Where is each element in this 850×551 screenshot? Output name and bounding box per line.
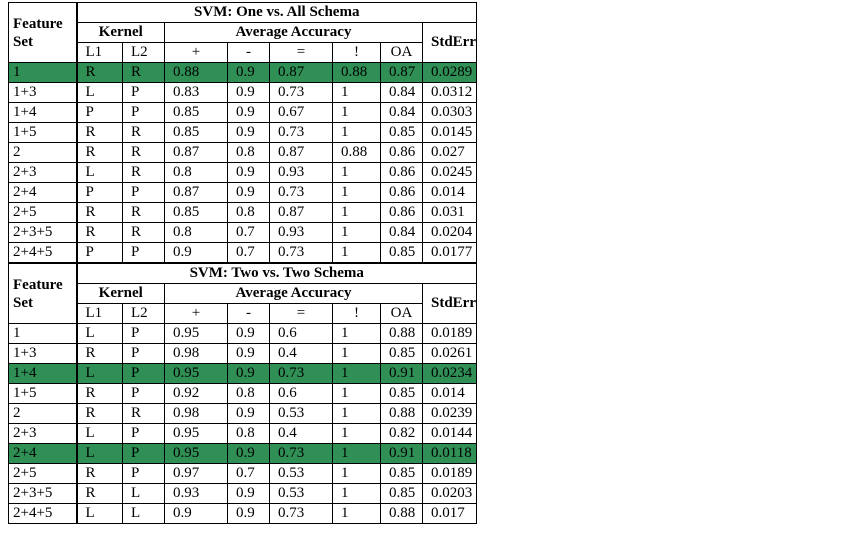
plus-accuracy-cell: 0.97 bbox=[165, 464, 228, 484]
accuracy-col-header: ! bbox=[333, 304, 381, 324]
table-row bbox=[9, 143, 477, 163]
minus-accuracy-cell: 0.9 bbox=[228, 444, 270, 464]
kernel-l1-cell: R bbox=[77, 63, 123, 83]
overall-accuracy-cell: 0.88 bbox=[381, 404, 423, 424]
plus-accuracy-cell: 0.83 bbox=[165, 83, 228, 103]
overall-accuracy-cell: 0.91 bbox=[381, 444, 423, 464]
kernel-l2-header: L2 bbox=[123, 43, 165, 63]
accuracy-col-header: = bbox=[270, 304, 333, 324]
bang-accuracy-cell: 1 bbox=[333, 504, 381, 524]
bang-accuracy-cell: 1 bbox=[333, 344, 381, 364]
bang-accuracy-cell: 0.88 bbox=[333, 143, 381, 163]
kernel-l1-cell: R bbox=[77, 203, 123, 223]
kernel-l1-cell: P bbox=[77, 183, 123, 203]
minus-accuracy-cell: 0.8 bbox=[228, 424, 270, 444]
plus-accuracy-cell: 0.87 bbox=[165, 183, 228, 203]
kernel-l2-cell: P bbox=[123, 364, 165, 384]
accuracy-col-header: = bbox=[270, 43, 333, 63]
plus-accuracy-cell: 0.88 bbox=[165, 63, 228, 83]
stderr-cell: 0.0239 bbox=[423, 404, 477, 424]
table-row bbox=[9, 63, 477, 83]
bang-accuracy-cell: 1 bbox=[333, 444, 381, 464]
equal-accuracy-cell: 0.87 bbox=[270, 63, 333, 83]
feature-set-cell: 1+3 bbox=[9, 83, 77, 103]
accuracy-col-header: - bbox=[228, 43, 270, 63]
equal-accuracy-cell: 0.73 bbox=[270, 83, 333, 103]
kernel-l2-cell: P bbox=[123, 424, 165, 444]
stderr-cell: 0.0261 bbox=[423, 344, 477, 364]
table-row bbox=[9, 163, 477, 183]
table-row bbox=[9, 364, 477, 384]
overall-accuracy-cell: 0.86 bbox=[381, 163, 423, 183]
overall-accuracy-cell: 0.85 bbox=[381, 344, 423, 364]
overall-accuracy-cell: 0.88 bbox=[381, 324, 423, 344]
kernel-l2-cell: R bbox=[123, 163, 165, 183]
equal-accuracy-cell: 0.67 bbox=[270, 103, 333, 123]
plus-accuracy-cell: 0.85 bbox=[165, 123, 228, 143]
bang-accuracy-cell: 1 bbox=[333, 103, 381, 123]
table-row bbox=[9, 243, 477, 264]
feature-set-cell: 2+4 bbox=[9, 444, 77, 464]
table-title-row bbox=[9, 263, 477, 284]
average-accuracy-header: Average Accuracy bbox=[165, 23, 423, 43]
feature-set-cell: 1 bbox=[9, 63, 77, 83]
stderr-cell: 0.0145 bbox=[423, 123, 477, 143]
overall-accuracy-cell: 0.85 bbox=[381, 123, 423, 143]
table-row bbox=[9, 123, 477, 143]
kernel-l2-cell: L bbox=[123, 504, 165, 524]
feature-set-cell: 1 bbox=[9, 324, 77, 344]
kernel-l1-cell: L bbox=[77, 364, 123, 384]
feature-set-header: Feature Set bbox=[9, 3, 77, 63]
overall-accuracy-cell: 0.85 bbox=[381, 243, 423, 264]
kernel-l2-header: L2 bbox=[123, 304, 165, 324]
kernel-l2-cell: R bbox=[123, 223, 165, 243]
equal-accuracy-cell: 0.93 bbox=[270, 163, 333, 183]
equal-accuracy-cell: 0.93 bbox=[270, 223, 333, 243]
equal-accuracy-cell: 0.53 bbox=[270, 484, 333, 504]
table-header-row bbox=[9, 284, 477, 304]
kernel-header: Kernel bbox=[77, 23, 165, 43]
minus-accuracy-cell: 0.9 bbox=[228, 163, 270, 183]
results-tables bbox=[8, 2, 477, 524]
plus-accuracy-cell: 0.9 bbox=[165, 243, 228, 264]
kernel-l1-header: L1 bbox=[77, 304, 123, 324]
stderr-cell: 0.0118 bbox=[423, 444, 477, 464]
plus-accuracy-cell: 0.92 bbox=[165, 384, 228, 404]
feature-set-cell: 2+4 bbox=[9, 183, 77, 203]
plus-accuracy-cell: 0.93 bbox=[165, 484, 228, 504]
accuracy-col-header: - bbox=[228, 304, 270, 324]
minus-accuracy-cell: 0.9 bbox=[228, 103, 270, 123]
kernel-l1-cell: R bbox=[77, 384, 123, 404]
plus-accuracy-cell: 0.87 bbox=[165, 143, 228, 163]
feature-set-cell: 2+3 bbox=[9, 163, 77, 183]
accuracy-col-header: ! bbox=[333, 43, 381, 63]
overall-accuracy-cell: 0.84 bbox=[381, 223, 423, 243]
plus-accuracy-cell: 0.98 bbox=[165, 344, 228, 364]
equal-accuracy-cell: 0.73 bbox=[270, 504, 333, 524]
equal-accuracy-cell: 0.73 bbox=[270, 444, 333, 464]
plus-accuracy-cell: 0.98 bbox=[165, 404, 228, 424]
feature-set-cell: 2+3 bbox=[9, 424, 77, 444]
equal-accuracy-cell: 0.53 bbox=[270, 464, 333, 484]
feature-set-header: Feature Set bbox=[9, 263, 77, 324]
kernel-l1-cell: P bbox=[77, 103, 123, 123]
schema-title: SVM: One vs. All Schema bbox=[77, 3, 477, 23]
minus-accuracy-cell: 0.7 bbox=[228, 464, 270, 484]
overall-accuracy-cell: 0.86 bbox=[381, 183, 423, 203]
kernel-l2-cell: P bbox=[123, 324, 165, 344]
bang-accuracy-cell: 1 bbox=[333, 243, 381, 264]
feature-set-cell: 1+4 bbox=[9, 364, 77, 384]
table-row bbox=[9, 484, 477, 504]
minus-accuracy-cell: 0.9 bbox=[228, 83, 270, 103]
accuracy-col-header: + bbox=[165, 304, 228, 324]
plus-accuracy-cell: 0.8 bbox=[165, 223, 228, 243]
bang-accuracy-cell: 1 bbox=[333, 484, 381, 504]
overall-accuracy-cell: 0.84 bbox=[381, 83, 423, 103]
equal-accuracy-cell: 0.73 bbox=[270, 364, 333, 384]
feature-set-cell: 2+4+5 bbox=[9, 243, 77, 264]
table-header-row bbox=[9, 23, 477, 43]
overall-accuracy-cell: 0.91 bbox=[381, 364, 423, 384]
stderr-cell: 0.0177 bbox=[423, 243, 477, 264]
bang-accuracy-cell: 1 bbox=[333, 424, 381, 444]
feature-set-cell: 2 bbox=[9, 404, 77, 424]
average-accuracy-header: Average Accuracy bbox=[165, 284, 423, 304]
stderr-cell: 0.0189 bbox=[423, 324, 477, 344]
bang-accuracy-cell: 1 bbox=[333, 404, 381, 424]
stderr-cell: 0.0303 bbox=[423, 103, 477, 123]
kernel-l2-cell: R bbox=[123, 203, 165, 223]
stderr-cell: 0.0245 bbox=[423, 163, 477, 183]
kernel-l2-cell: P bbox=[123, 464, 165, 484]
overall-accuracy-cell: 0.87 bbox=[381, 63, 423, 83]
overall-accuracy-cell: 0.82 bbox=[381, 424, 423, 444]
stderr-cell: 0.0144 bbox=[423, 424, 477, 444]
equal-accuracy-cell: 0.87 bbox=[270, 203, 333, 223]
schema-title: SVM: Two vs. Two Schema bbox=[77, 263, 477, 284]
kernel-l1-cell: L bbox=[77, 444, 123, 464]
stderr-cell: 0.014 bbox=[423, 384, 477, 404]
kernel-l2-cell: P bbox=[123, 83, 165, 103]
stderr-cell: 0.0189 bbox=[423, 464, 477, 484]
equal-accuracy-cell: 0.87 bbox=[270, 143, 333, 163]
feature-set-cell: 2+4+5 bbox=[9, 504, 77, 524]
equal-accuracy-cell: 0.4 bbox=[270, 344, 333, 364]
table-subheader-row bbox=[9, 43, 477, 63]
overall-accuracy-cell: 0.84 bbox=[381, 103, 423, 123]
kernel-l2-cell: R bbox=[123, 143, 165, 163]
feature-set-cell: 2 bbox=[9, 143, 77, 163]
minus-accuracy-cell: 0.9 bbox=[228, 344, 270, 364]
stderr-cell: 0.027 bbox=[423, 143, 477, 163]
plus-accuracy-cell: 0.9 bbox=[165, 504, 228, 524]
minus-accuracy-cell: 0.7 bbox=[228, 243, 270, 264]
kernel-l2-cell: L bbox=[123, 484, 165, 504]
svm-results-table bbox=[8, 2, 477, 524]
minus-accuracy-cell: 0.9 bbox=[228, 484, 270, 504]
kernel-l2-cell: P bbox=[123, 243, 165, 264]
minus-accuracy-cell: 0.9 bbox=[228, 123, 270, 143]
bang-accuracy-cell: 1 bbox=[333, 163, 381, 183]
minus-accuracy-cell: 0.8 bbox=[228, 384, 270, 404]
equal-accuracy-cell: 0.73 bbox=[270, 183, 333, 203]
minus-accuracy-cell: 0.7 bbox=[228, 223, 270, 243]
kernel-l1-header: L1 bbox=[77, 43, 123, 63]
stderr-cell: 0.014 bbox=[423, 183, 477, 203]
overall-accuracy-cell: 0.85 bbox=[381, 384, 423, 404]
kernel-l2-cell: P bbox=[123, 103, 165, 123]
stderr-header: StdErr bbox=[423, 284, 477, 324]
kernel-l2-cell: P bbox=[123, 183, 165, 203]
table-row bbox=[9, 504, 477, 524]
feature-set-cell: 2+5 bbox=[9, 203, 77, 223]
bang-accuracy-cell: 0.88 bbox=[333, 63, 381, 83]
equal-accuracy-cell: 0.53 bbox=[270, 404, 333, 424]
table-row bbox=[9, 384, 477, 404]
kernel-l1-cell: L bbox=[77, 324, 123, 344]
kernel-l1-cell: L bbox=[77, 424, 123, 444]
minus-accuracy-cell: 0.9 bbox=[228, 404, 270, 424]
table-row bbox=[9, 83, 477, 103]
table-row bbox=[9, 324, 477, 344]
stderr-cell: 0.0234 bbox=[423, 364, 477, 384]
equal-accuracy-cell: 0.6 bbox=[270, 324, 333, 344]
kernel-l2-cell: R bbox=[123, 63, 165, 83]
feature-set-cell: 2+5 bbox=[9, 464, 77, 484]
equal-accuracy-cell: 0.6 bbox=[270, 384, 333, 404]
overall-accuracy-cell: 0.88 bbox=[381, 504, 423, 524]
bang-accuracy-cell: 1 bbox=[333, 364, 381, 384]
accuracy-col-header: OA bbox=[381, 43, 423, 63]
overall-accuracy-cell: 0.85 bbox=[381, 464, 423, 484]
accuracy-col-header: OA bbox=[381, 304, 423, 324]
plus-accuracy-cell: 0.95 bbox=[165, 424, 228, 444]
bang-accuracy-cell: 1 bbox=[333, 83, 381, 103]
table-title-row bbox=[9, 3, 477, 23]
bang-accuracy-cell: 1 bbox=[333, 203, 381, 223]
kernel-l1-cell: R bbox=[77, 404, 123, 424]
feature-set-cell: 2+3+5 bbox=[9, 484, 77, 504]
minus-accuracy-cell: 0.8 bbox=[228, 203, 270, 223]
kernel-header: Kernel bbox=[77, 284, 165, 304]
equal-accuracy-cell: 0.73 bbox=[270, 123, 333, 143]
minus-accuracy-cell: 0.9 bbox=[228, 324, 270, 344]
table-row bbox=[9, 103, 477, 123]
overall-accuracy-cell: 0.86 bbox=[381, 143, 423, 163]
kernel-l1-cell: R bbox=[77, 223, 123, 243]
stderr-cell: 0.0203 bbox=[423, 484, 477, 504]
table-row bbox=[9, 464, 477, 484]
stderr-header: StdErr bbox=[423, 23, 477, 63]
kernel-l2-cell: P bbox=[123, 444, 165, 464]
kernel-l2-cell: R bbox=[123, 404, 165, 424]
stderr-cell: 0.031 bbox=[423, 203, 477, 223]
minus-accuracy-cell: 0.8 bbox=[228, 143, 270, 163]
kernel-l2-cell: R bbox=[123, 123, 165, 143]
minus-accuracy-cell: 0.9 bbox=[228, 504, 270, 524]
bang-accuracy-cell: 1 bbox=[333, 464, 381, 484]
feature-set-cell: 1+5 bbox=[9, 384, 77, 404]
bang-accuracy-cell: 1 bbox=[333, 324, 381, 344]
equal-accuracy-cell: 0.4 bbox=[270, 424, 333, 444]
table-row bbox=[9, 424, 477, 444]
table-row bbox=[9, 183, 477, 203]
minus-accuracy-cell: 0.9 bbox=[228, 364, 270, 384]
kernel-l1-cell: R bbox=[77, 344, 123, 364]
stderr-cell: 0.0289 bbox=[423, 63, 477, 83]
kernel-l1-cell: L bbox=[77, 83, 123, 103]
stderr-cell: 0.017 bbox=[423, 504, 477, 524]
kernel-l1-cell: P bbox=[77, 243, 123, 264]
minus-accuracy-cell: 0.9 bbox=[228, 183, 270, 203]
plus-accuracy-cell: 0.85 bbox=[165, 103, 228, 123]
kernel-l1-cell: R bbox=[77, 484, 123, 504]
kernel-l2-cell: P bbox=[123, 344, 165, 364]
table-row bbox=[9, 203, 477, 223]
table-row bbox=[9, 444, 477, 464]
feature-set-cell: 2+3+5 bbox=[9, 223, 77, 243]
overall-accuracy-cell: 0.86 bbox=[381, 203, 423, 223]
bang-accuracy-cell: 1 bbox=[333, 223, 381, 243]
plus-accuracy-cell: 0.8 bbox=[165, 163, 228, 183]
minus-accuracy-cell: 0.9 bbox=[228, 63, 270, 83]
bang-accuracy-cell: 1 bbox=[333, 123, 381, 143]
bang-accuracy-cell: 1 bbox=[333, 384, 381, 404]
bang-accuracy-cell: 1 bbox=[333, 183, 381, 203]
stderr-cell: 0.0204 bbox=[423, 223, 477, 243]
plus-accuracy-cell: 0.95 bbox=[165, 444, 228, 464]
kernel-l1-cell: L bbox=[77, 163, 123, 183]
table-row bbox=[9, 404, 477, 424]
kernel-l1-cell: R bbox=[77, 123, 123, 143]
feature-set-cell: 1+4 bbox=[9, 103, 77, 123]
kernel-l1-cell: R bbox=[77, 143, 123, 163]
kernel-l2-cell: P bbox=[123, 384, 165, 404]
equal-accuracy-cell: 0.73 bbox=[270, 243, 333, 264]
table-row bbox=[9, 223, 477, 243]
feature-set-cell: 1+3 bbox=[9, 344, 77, 364]
feature-set-cell: 1+5 bbox=[9, 123, 77, 143]
stderr-cell: 0.0312 bbox=[423, 83, 477, 103]
plus-accuracy-cell: 0.95 bbox=[165, 364, 228, 384]
plus-accuracy-cell: 0.95 bbox=[165, 324, 228, 344]
table-row bbox=[9, 344, 477, 364]
kernel-l1-cell: L bbox=[77, 504, 123, 524]
overall-accuracy-cell: 0.85 bbox=[381, 484, 423, 504]
plus-accuracy-cell: 0.85 bbox=[165, 203, 228, 223]
table-subheader-row bbox=[9, 304, 477, 324]
accuracy-col-header: + bbox=[165, 43, 228, 63]
kernel-l1-cell: R bbox=[77, 464, 123, 484]
